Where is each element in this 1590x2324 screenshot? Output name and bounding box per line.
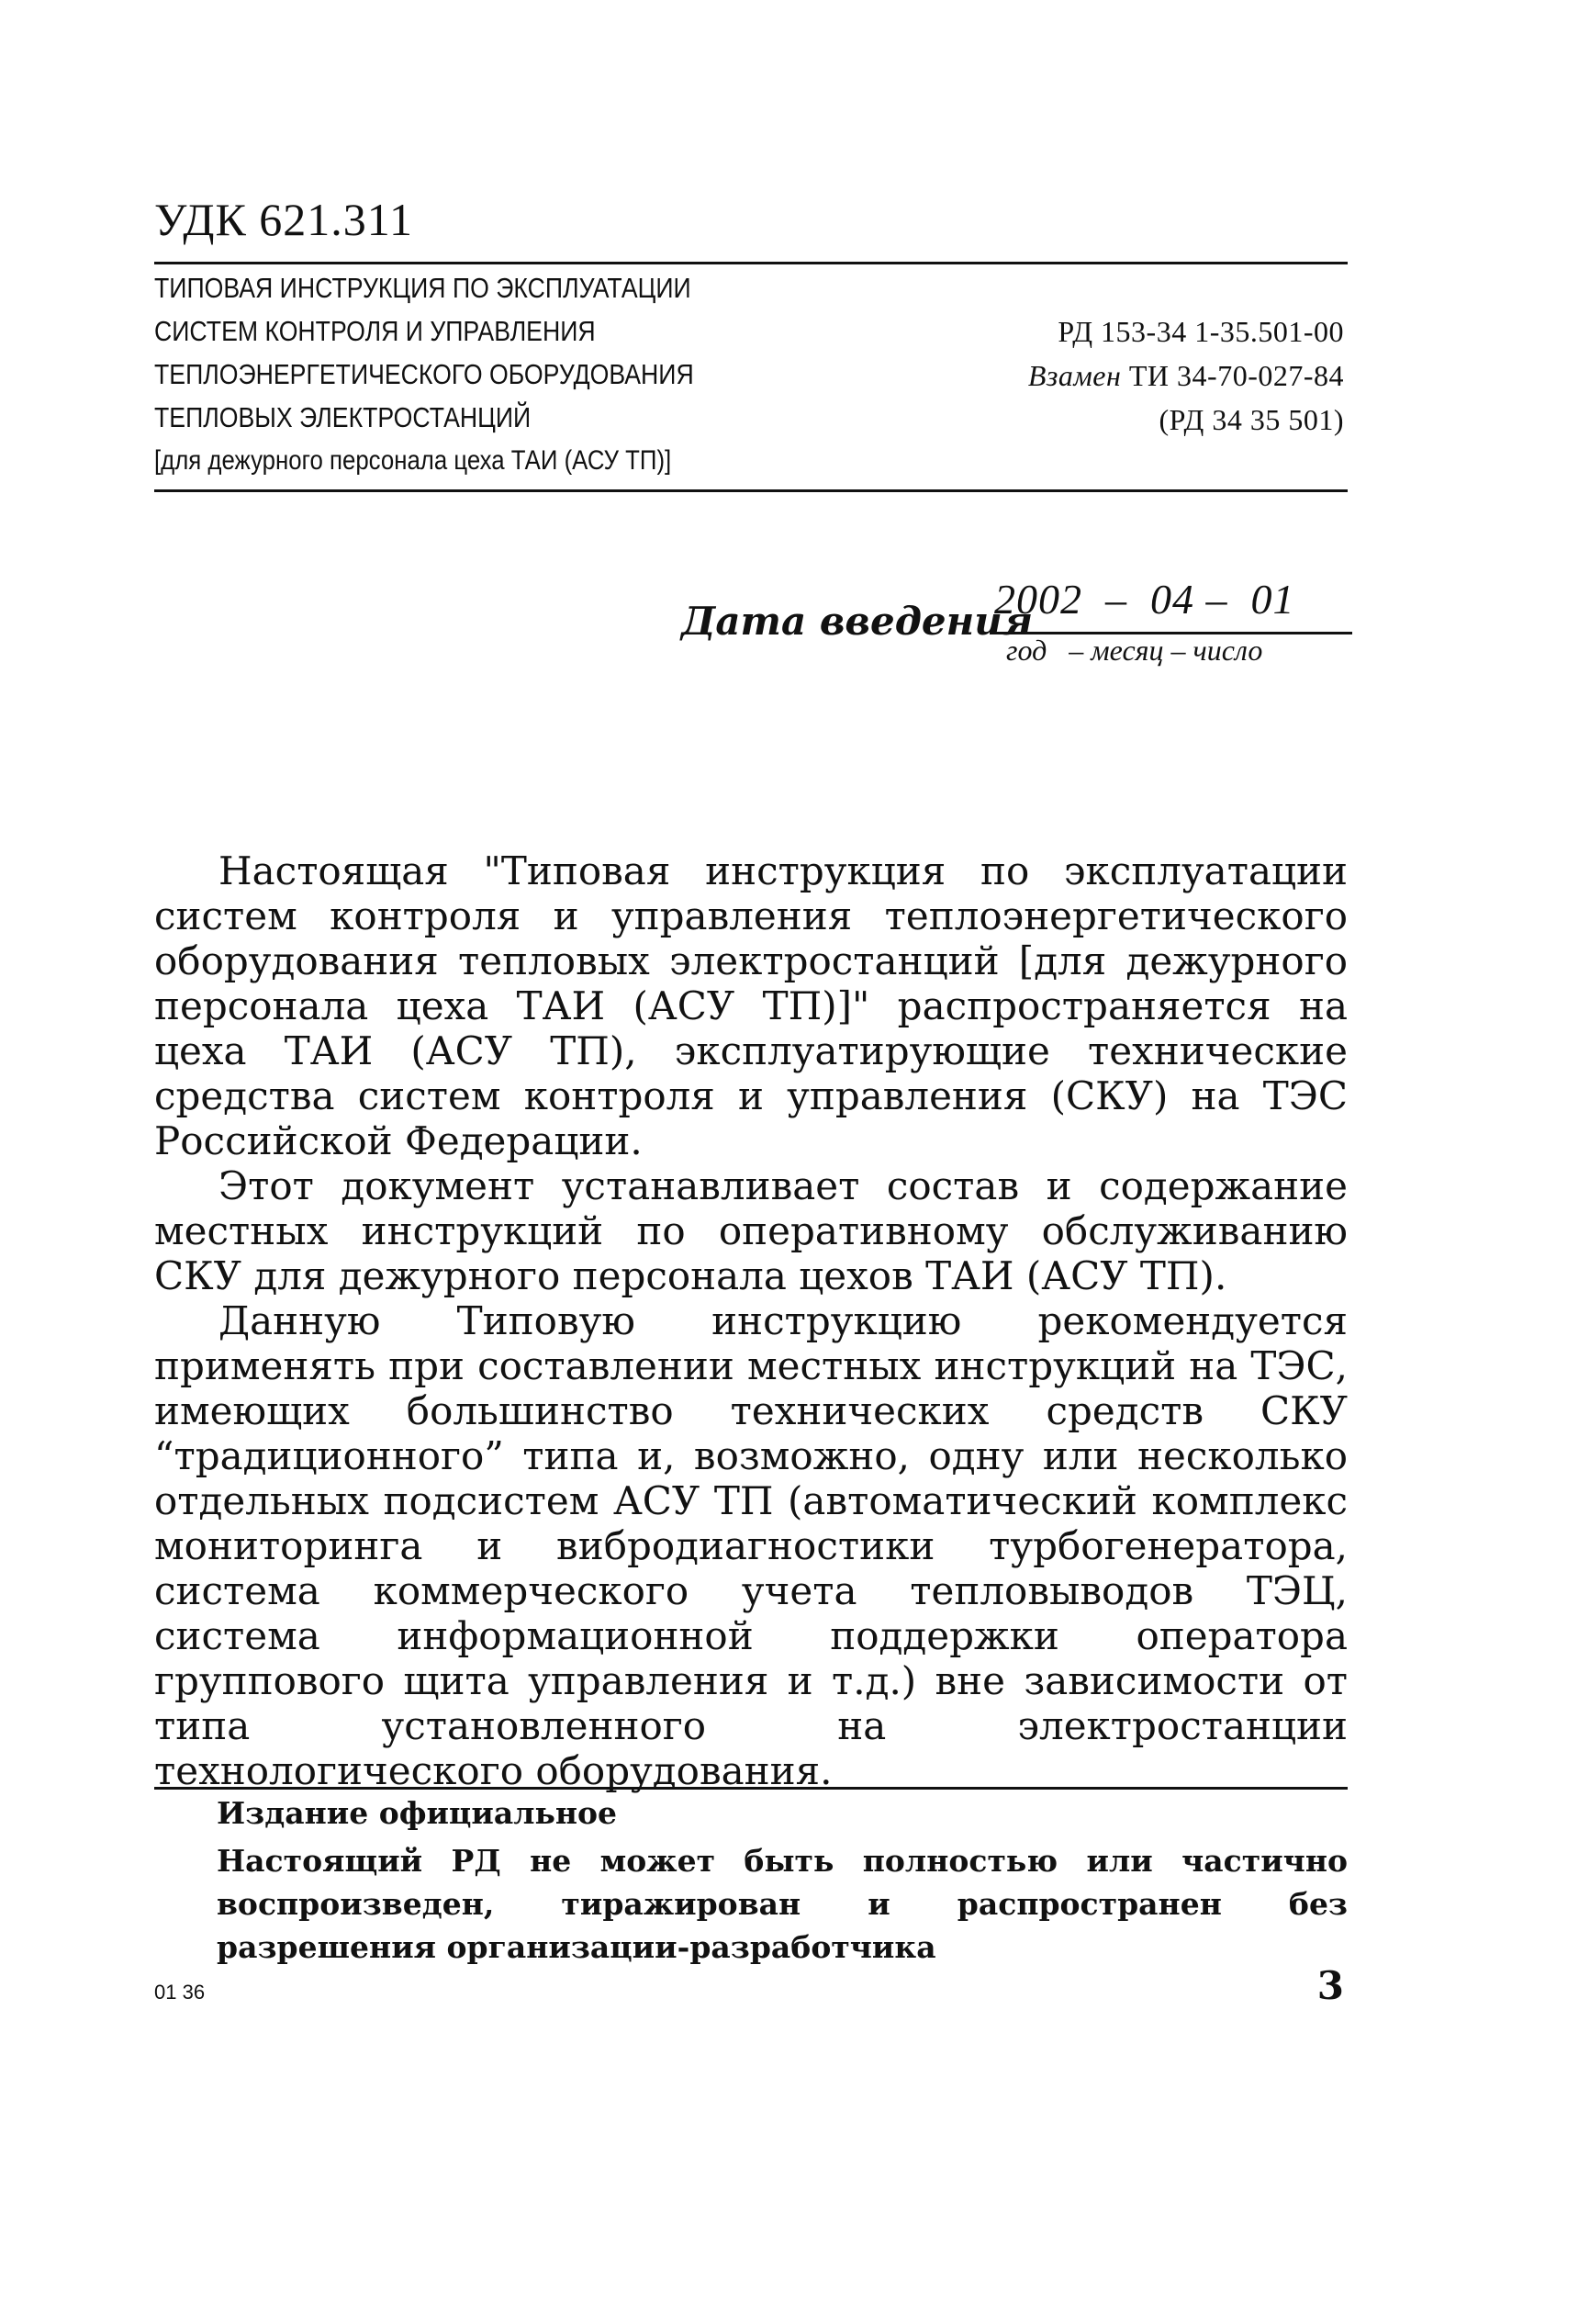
rd-code: РД 153-34 1-35.501-00 [1058, 315, 1344, 348]
header-bottom-rule [154, 489, 1348, 492]
header-top-rule [154, 262, 1348, 264]
paragraph: Этот документ устанавливает состав и содержание местных инструкций по оперативному обслуживанию СКУ для дежурного персонала цехов ТАИ (АСУ ТП). [154, 1163, 1348, 1298]
title-scope-line: [для дежурного персонала цеха ТАИ (АСУ ТП)] [154, 445, 672, 476]
paragraph: Данную Типовую инструкцию рекомендуется применять при составлении местных инструкций на ТЭС, имеющих большинство технических средств СКУ “традиционного” типа и, возможно, одну или несколько отдельных подсистем АСУ ТП (автоматический комплекс мониторинга и вибродиагностики турбогенератора, система коммерческого учета тепловыводов ТЭЦ, система информационной поддержки оператора группового щита управления и т.д.) вне зависимости от типа установленного на электростанции технологического оборудования. [154, 1298, 1348, 1793]
title-line: ТЕПЛОВЫХ ЭЛЕКТРОСТАНЦИЙ [154, 401, 532, 433]
old-rd-code: (РД 34 35 501) [1159, 403, 1344, 436]
official-edition-note: Издание официальное [217, 1795, 618, 1831]
page-number: 3 [1316, 1963, 1344, 2008]
date-caption: год – месяц – число [1006, 634, 1263, 667]
title-line: СИСТЕМ КОНТРОЛЯ И УПРАВЛЕНИЯ [154, 315, 596, 347]
body-text [154, 848, 1348, 1793]
replaces-code: ТИ 34-70-027-84 [1128, 359, 1344, 392]
title-line: ТЕПЛОЭНЕРГЕТИЧЕСКОГО ОБОРУДОВАНИЯ [154, 358, 694, 390]
title-line: ТИПОВАЯ ИНСТРУКЦИЯ ПО ЭКСПЛУАТАЦИИ [154, 272, 691, 304]
replaces-line [1028, 354, 1344, 398]
replaces-label: Взамен [1027, 359, 1122, 392]
print-code: 01 36 [154, 1981, 206, 2004]
paragraph: Настоящая "Типовая инструкция по эксплуатации систем контроля и управления теплоэнергетического оборудования тепловых электростанций [для дежурного персонала цеха ТАИ (АСУ ТП)]" распространяется на цеха ТАИ (АСУ ТП), эксплуатирующие технические средства систем контроля и управления (СКУ) на ТЭС Российской Федерации. [154, 848, 1348, 1163]
date-value: 2002 – 04 – 01 [994, 576, 1295, 623]
document-title [154, 266, 694, 482]
copyright-restriction: Настоящий РД не может быть полностью или частично воспроизведен, тиражирован и распространен без разрешения организации-разработчика [217, 1843, 1348, 1965]
date-label: Дата введения [681, 599, 1034, 644]
udk-code: УДК 621.311 [154, 194, 413, 245]
document-codes [1028, 309, 1344, 442]
footer-rule [154, 1787, 1348, 1790]
